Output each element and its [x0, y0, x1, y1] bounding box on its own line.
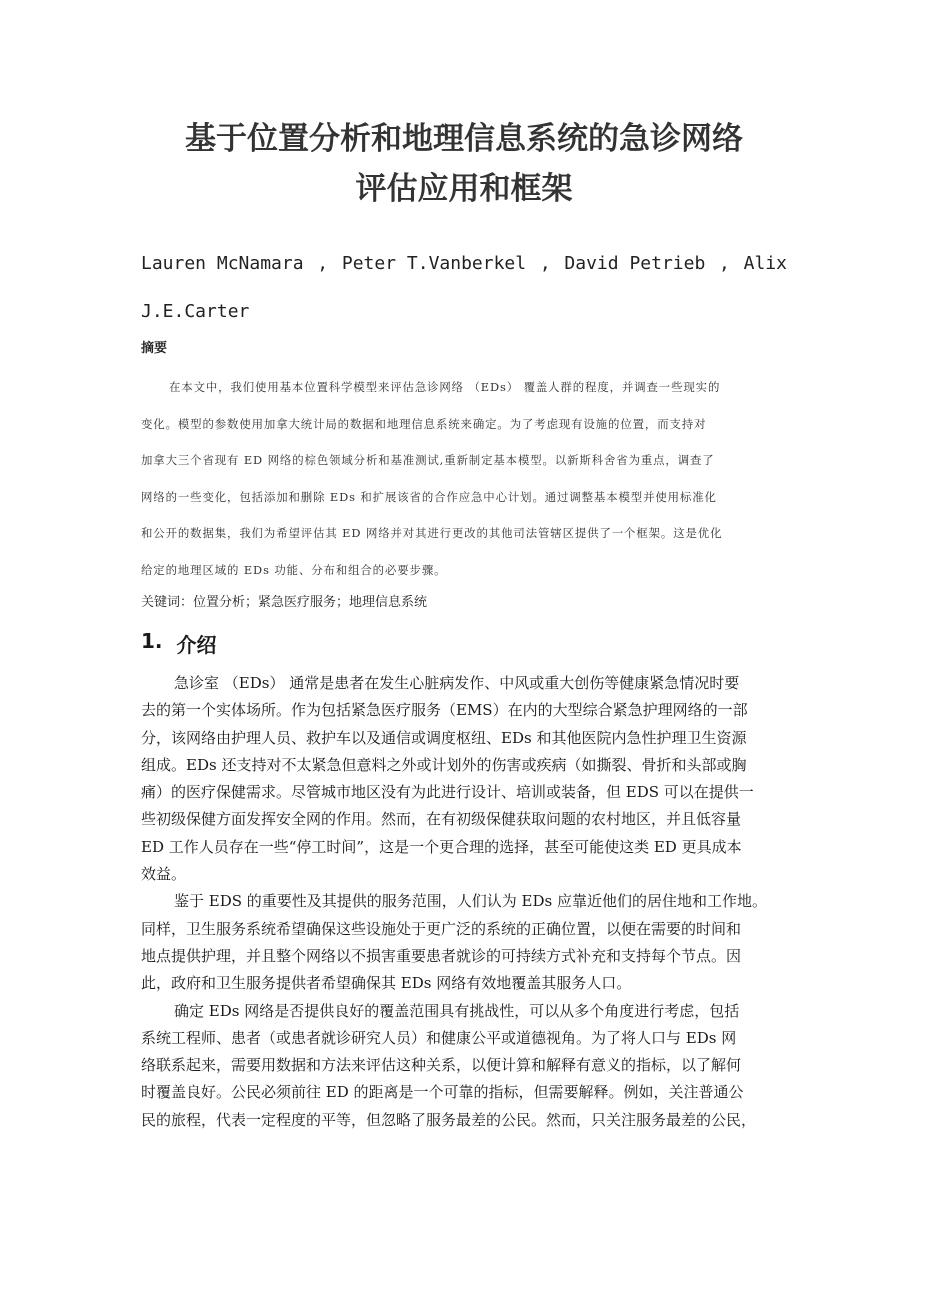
paper-title: [121, 114, 807, 214]
body-line: ED 工作人员存在一些“停工时间”，这是一个更合理的选择，甚至可能使这类 ED 更具成本: [141, 837, 742, 856]
abstract-line: 网络的一些变化，包括添加和删除 EDs 和扩展该省的合作应急中心计划。通过调整基本模型并使用标准化: [141, 489, 717, 504]
author-separator: ,: [539, 253, 551, 274]
author-line: [141, 240, 787, 288]
body-line: 同样，卫生服务系统希望确保这些设施处于更广泛的系统的正确位置，以便在需要的时间和: [141, 919, 742, 938]
section-heading: [141, 629, 217, 658]
body-line: 民的旅程，代表一定程度的平等，但忽略了服务最差的公民。然而，只关注服务最差的公民，: [141, 1110, 757, 1129]
body-line: 此，政府和卫生服务提供者希望确保其 EDs 网络有效地覆盖其服务人口。: [141, 974, 632, 993]
body-line: 痛）的医疗保健需求。尽管城市地区没有为此进行设计、培训或装备，但 EDS 可以在提供一: [141, 783, 754, 802]
body-line: 组成。EDs 还支持对不太紧急但意料之外或计划外的伤害或疾病（如撕裂、骨折和头部或胸: [141, 755, 747, 774]
body-line: 效益。: [141, 865, 187, 884]
keywords: 关键词：位置分析；紧急医疗服务；地理信息系统: [141, 595, 428, 610]
author-name: Peter T.Vanberkel: [341, 253, 527, 274]
author-name: Lauren McNamara: [141, 253, 304, 274]
body-line: 地点提供护理，并且整个网络以不损害重要患者就诊的可持续方式补充和支持每个节点。因: [141, 946, 742, 965]
section-title: 介绍: [176, 633, 217, 657]
title-line: 评估应用和框架: [355, 171, 573, 207]
abstract-line: 加拿大三个省现有 ED 网络的棕色领域分析和基准测试,重新制定基本模型。以新斯科舍省为重点，调查了: [141, 453, 715, 467]
abstract-body: [141, 369, 787, 588]
body-line: 络联系起来，需要用数据和方法来评估这种关系，以便计算和解释有意义的指标，以了解何: [141, 1056, 742, 1075]
author-line: J.E.Carter: [141, 301, 250, 322]
author-name: David Petrieb: [564, 253, 706, 274]
section-number: 1.: [141, 629, 163, 653]
abstract-line: 给定的地理区域的 EDs 功能、分布和组合的必要步骤。: [141, 562, 447, 577]
abstract-line: 变化。模型的参数使用加拿大统计局的数据和地理信息系统来确定。为了考虑现有设施的位置，而支持对: [141, 416, 707, 431]
author-list: [141, 240, 787, 336]
abstract-line: 和公开的数据集，我们为希望评估其 ED 网络并对其进行更改的其他司法管辖区提供了一个框架。这是优化: [141, 526, 723, 540]
author-separator: ,: [719, 253, 730, 274]
author-name: Alix: [743, 253, 787, 274]
body-line: 些初级保健方面发挥安全网的作用。然而，在有初级保健获取问题的农村地区，并且低容量: [141, 810, 742, 829]
body-line: 急诊室 （EDs） 通常是患者在发生心脏病发作、中风或重大创伤等健康紧急情况时要: [174, 674, 740, 692]
body-line: 系统工程师、患者（或患者就诊研究人员）和健康公平或道德视角。为了将人口与 EDs 网: [141, 1028, 737, 1047]
abstract-heading: 摘要: [141, 341, 168, 356]
body-line: 鉴于 EDS 的重要性及其提供的服务范围，人们认为 EDs 应靠近他们的居住地和工作地。: [174, 892, 768, 911]
title-line: 基于位置分析和地理信息系统的急诊网络: [185, 121, 743, 157]
body-line: 去的第一个实体场所。作为包括紧急医疗服务（EMS）在内的大型综合紧急护理网络的一部: [141, 701, 748, 720]
body-line: 分，该网络由护理人员、救护车以及通信或调度枢纽、EDs 和其他医院内急性护理卫生资源: [141, 728, 747, 747]
body-line: 时覆盖良好。公民必须前往 ED 的距离是一个可靠的指标，但需要解释。例如，关注普通公: [141, 1083, 744, 1102]
author-separator: ,: [317, 253, 329, 274]
abstract-line: 在本文中，我们使用基本位置科学模型来评估急诊网络 （EDs） 覆盖人群的程度，并调查一些现实的: [169, 380, 721, 394]
body-line: 确定 EDs 网络是否提供良好的覆盖范围具有挑战性，可以从多个角度进行考虑，包括: [174, 1001, 740, 1020]
section-body: [141, 670, 787, 1134]
